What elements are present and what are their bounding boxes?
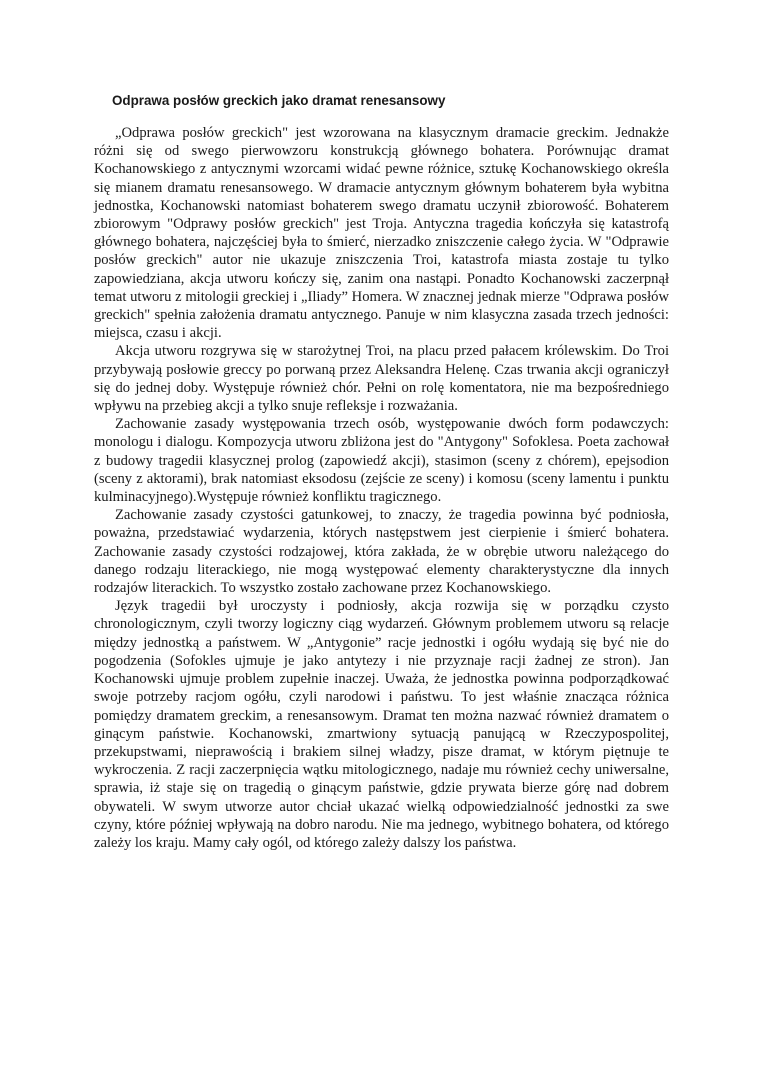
document-body — [94, 92, 669, 852]
paragraph: Zachowanie zasady czystości gatunkowej, to znaczy, że tragedia powinna być podniosła, poważna, przedstawiać wydarzenia, których następstwem jest cierpienie i śmierć bohatera. Zachowanie zasady czystości rodzajowej, która zakłada, że w obrębie utworu należącego do danego rodzaju literackiego, nie mogą występować elementy charakterystyczne dla innych rodzajów literackich. To wszystko zostało zachowane przez Kochanowskiego. — [94, 507, 669, 597]
document-title: Odprawa posłów greckich jako dramat renesansowy — [112, 93, 446, 108]
paragraph: Zachowanie zasady występowania trzech osób, występowanie dwóch form podawczych: monologu i dialogu. Kompozycja utworu zbliżona jest do "Antygony" Sofoklesa. Poeta zachował z budowy tragedii klasycznej prolog (zapowiedź akcji), stasimon (sceny z chórem), epejsodion (sceny z aktorami), brak natomiast eksodosu (zejście ze sceny) i komosu (sceny lamentu i punktu kulminacyjnego).Występuje również konfliktu tragicznego. — [94, 416, 669, 506]
paragraph: „Odprawa posłów greckich" jest wzorowana na klasycznym dramacie greckim. Jednakże różni się od swego pierwowzoru konstrukcją głównego bohatera. Porównując dramat Kochanowskiego z antycznymi wzorcami widać pewne różnice, sztukę Kochanowskiego określa się mianem dramatu renesansowego. W dramacie antycznym głównym bohaterem była wybitna jednostka, Kochanowski natomiast bohaterem swego dramatu uczynił zbiorowość. Bohaterem zbiorowym "Odprawy posłów greckich" jest Troja. Antyczna tragedia kończyła się katastrofą głównego bohatera, najczęściej była to śmierć, nierzadko zniszczenie całego życia. W "Odprawie posłów greckich" autor nie ukazuje zniszczenia Troi, katastrofa miasta zostaje tu tylko zapowiedziana, akcja utworu kończy się, zanim ona nastąpi. Ponadto Kochanowski zaczerpnął temat utworu z mitologii greckiej i „Iliady” Homera. W znacznej jednak mierze "Odprawa posłów greckich" spełnia założenia dramatu antycznego. Panuje w nim klasyczna zasada trzech jedności: miejsca, czasu i akcji. — [94, 125, 669, 342]
paragraph: Język tragedii był uroczysty i podniosły, akcja rozwija się w porządku czysto chronologicznym, czyli tworzy logiczny ciąg wydarzeń. Głównym problemem utworu są relacje między jednostką a państwem. W „Antygonie” racje jednostki i ogółu wydają się być nie do pogodzenia (Sofokles ujmuje je jako antytezy i nie przyznaje racji żadnej ze stron). Jan Kochanowski ujmuje problem zupełnie inaczej. Uważa, że jednostka powinna podporządkować swoje potrzeby racjom ogółu, czyli narodowi i państwu. To jest właśnie znacząca różnica pomiędzy dramatem greckim, a renesansowym. Dramat ten można nazwać również dramatem o ginącym państwie. Kochanowski, zmartwiony sytuacją panującą w Rzeczypospolitej, przekupstwami, nieprawością i brakiem silnej władzy, pisze dramat, w którym piętnuje te wykroczenia. Z racji zaczerpnięcia wątku mitologicznego, nadaje mu również cechy uniwersalne, sprawia, iż staje się on tragedią o ginącym państwie, gdzie prywata bierze górę nad dobrem obywateli. W swym utworze autor chciał ukazać wielką odpowiedzialność jednostki za swe czyny, które później wpływają na dobro narodu. Nie ma jednego, wybitnego bohatera, od którego zależy los kraju. Mamy cały ogól, od którego zależy dalszy los państwa. — [94, 598, 669, 851]
paragraph: Akcja utworu rozgrywa się w starożytnej Troi, na placu przed pałacem królewskim. Do Troi przybywają posłowie greccy po porwaną przez Aleksandra Helenę. Czas trwania akcji ograniczył się do jednej doby. Występuje również chór. Pełni on rolę komentatora, nie ma bezpośredniego wpływu na przebieg akcji a tylko snuje refleksje i rozważania. — [94, 343, 669, 415]
